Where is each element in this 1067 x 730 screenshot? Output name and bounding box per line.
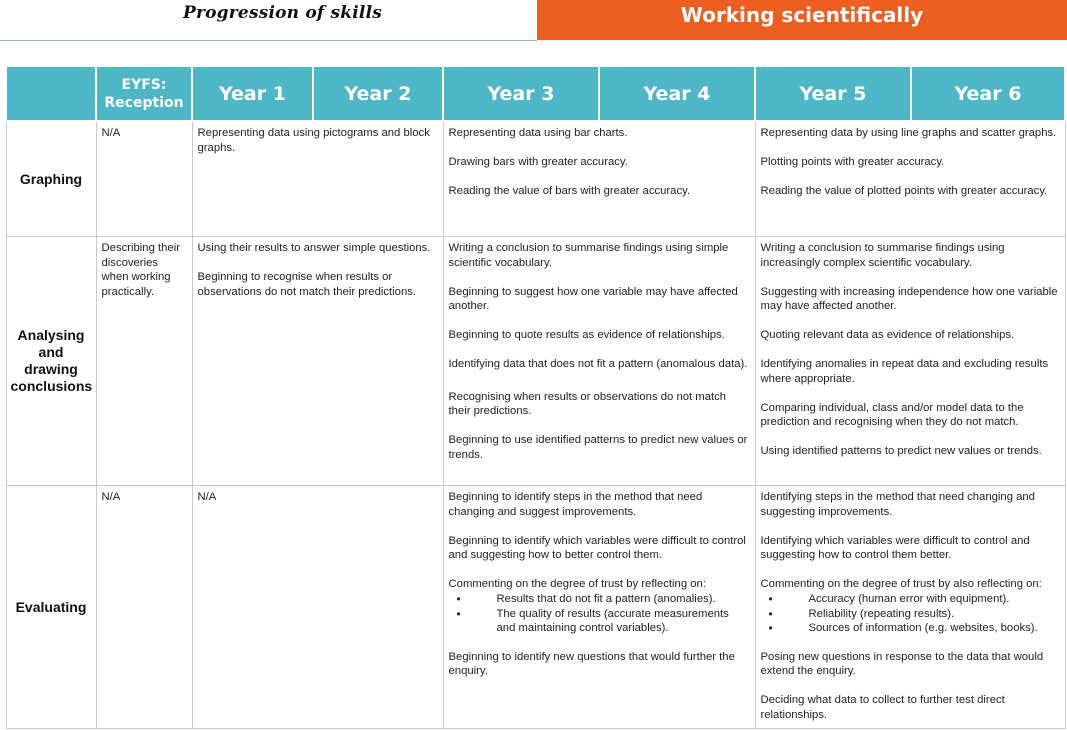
strand-label: Graphing	[6, 121, 96, 237]
cell-paragraph: Recognising when results or observations do not match their predictions.	[448, 390, 727, 417]
cell-paragraph: Beginning to identify new questions that would further the enquiry.	[448, 650, 735, 677]
cell-paragraph: N/A	[101, 491, 121, 503]
column-header-year-3: Year 3	[443, 66, 599, 121]
cell-paragraph: Using identified patterns to predict new values or trends.	[760, 445, 1042, 457]
cell-year-3-4	[443, 486, 755, 729]
cell-year-5-6	[755, 486, 1065, 729]
cell-paragraph: Drawing bars with greater accuracy.	[448, 156, 628, 168]
column-header-year-4: Year 4	[599, 66, 755, 121]
progression-table	[5, 65, 1066, 729]
cell-paragraph: Writing a conclusion to summarise findings using increasingly complex scientific vocabulary.	[760, 242, 1005, 269]
cell-paragraph: Identifying steps in the method that need changing and suggesting improvements.	[760, 491, 1035, 518]
cell-paragraph: Beginning to suggest how one variable may have affected another.	[448, 285, 738, 312]
cell-paragraph: Posing new questions in response to the data that would extend the enquiry.	[760, 650, 1044, 677]
strand-label: Evaluating	[6, 486, 96, 729]
cell-paragraph: Representing data using pictograms and block graphs.	[197, 127, 430, 154]
cell-year-3-4	[443, 237, 755, 486]
list-item: • Accuracy (human error with equipment).	[809, 592, 1060, 607]
cell-paragraph: Identifying anomalies in repeat data and excluding results where appropriate.	[760, 358, 1049, 385]
table-row-evaluating	[6, 486, 1065, 729]
cell-paragraph: N/A	[101, 127, 121, 139]
cell-paragraph: Deciding what data to collect to further test direct relationships.	[760, 694, 1005, 721]
cell-paragraph: Reading the value of plotted points with greater accuracy.	[760, 185, 1048, 197]
column-header-year-5: Year 5	[755, 66, 911, 121]
cell-eyfs	[96, 486, 192, 729]
column-header-eyfs: EYFS: Reception	[96, 66, 192, 121]
cell-paragraph: Beginning to identify steps in the method that need changing and suggest improvements.	[448, 491, 703, 518]
cell-paragraph: N/A	[197, 491, 217, 503]
list-item: • Results that do not fit a pattern (anomalies).	[497, 592, 750, 607]
strand-label: Analysing and drawing conclusions	[6, 237, 96, 486]
list-item: • The quality of results (accurate measurements and maintaining control variables).	[497, 607, 750, 636]
cell-paragraph: Using their results to answer simple questions.	[197, 242, 431, 254]
column-header-year-2: Year 2	[313, 66, 443, 121]
column-header-year-6: Year 6	[911, 66, 1065, 121]
bullet-list	[449, 592, 750, 636]
list-item: • Sources of information (e.g. websites, books).	[809, 621, 1060, 636]
cell-year-1-2	[192, 121, 443, 237]
table-row-graphing	[6, 121, 1065, 237]
cell-year-1-2	[192, 237, 443, 486]
cell-year-5-6	[755, 121, 1065, 237]
header-right-banner	[537, 0, 1067, 40]
header-left	[0, 0, 537, 41]
cell-eyfs	[96, 121, 192, 237]
table-header-row	[6, 66, 1065, 121]
list-item: • Reliability (repeating results).	[809, 607, 1060, 622]
cell-year-3-4	[443, 121, 755, 237]
cell-paragraph: Commenting on the degree of trust by reflecting on:	[448, 578, 706, 590]
column-header-strand	[6, 66, 96, 121]
cell-paragraph: Representing data using bar charts.	[448, 127, 628, 139]
cell-paragraph: Identifying data that does not fit a pattern (anomalous data).	[448, 358, 748, 370]
cell-paragraph: Beginning to use identified patterns to predict new values or trends.	[448, 434, 748, 461]
cell-paragraph: Describing their discoveries when working practically.	[101, 242, 180, 298]
column-header-year-1: Year 1	[192, 66, 313, 121]
cell-paragraph: Plotting points with greater accuracy.	[760, 156, 945, 168]
cell-paragraph: Writing a conclusion to summarise findings using simple scientific vocabulary.	[448, 242, 729, 269]
cell-paragraph: Identifying which variables were difficult to control and suggesting how to control them better.	[760, 534, 1030, 561]
cell-paragraph: Reading the value of bars with greater accuracy.	[448, 185, 691, 197]
cell-paragraph: Beginning to quote results as evidence of relationships.	[448, 329, 725, 341]
cell-year-1-2	[192, 486, 443, 729]
cell-paragraph: Beginning to recognise when results or observations do not match their predictions.	[197, 271, 417, 298]
section-title: Working scientifically	[680, 3, 924, 27]
cell-year-5-6	[755, 237, 1065, 486]
cell-eyfs	[96, 237, 192, 486]
table-row-analysing	[6, 237, 1065, 486]
cell-paragraph: Representing data by using line graphs and scatter graphs.	[760, 127, 1057, 139]
cell-paragraph: Quoting relevant data as evidence of relationships.	[760, 329, 1015, 341]
cell-paragraph: Commenting on the degree of trust by also reflecting on:	[760, 578, 1042, 590]
cell-paragraph: Comparing individual, class and/or model data to the prediction and recognising when they do not match.	[760, 401, 1024, 428]
bullet-list	[761, 592, 1060, 636]
cell-paragraph: Suggesting with increasing independence how one variable may have affected another.	[760, 285, 1058, 312]
page-title: Progression of skills	[183, 3, 383, 23]
cell-paragraph: Beginning to identify which variables were difficult to control and suggesting how to better control them.	[448, 534, 746, 561]
